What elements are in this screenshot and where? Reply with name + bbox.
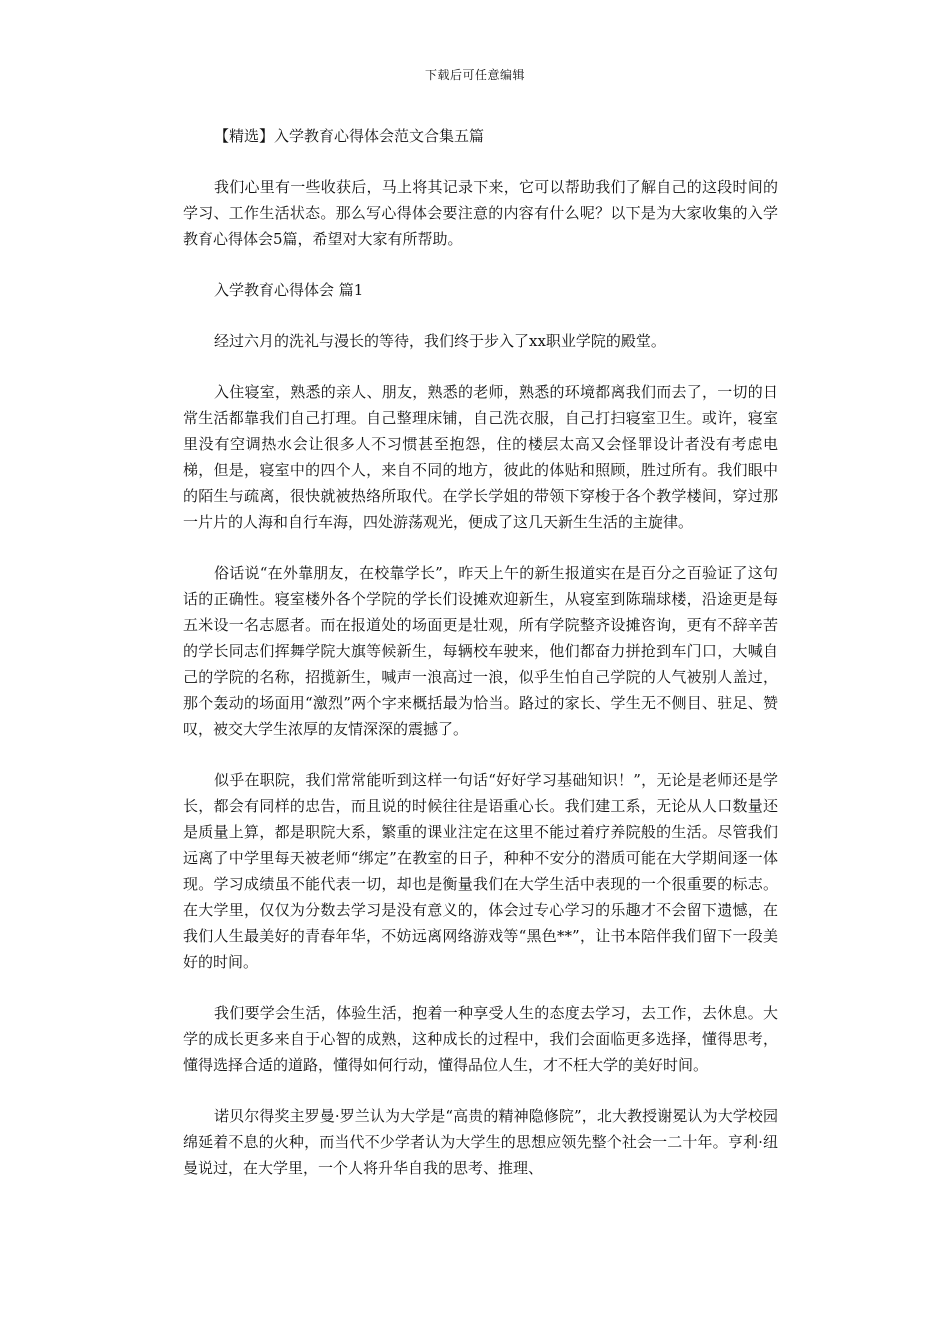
section-heading: 入学教育心得体会 篇1 (214, 281, 364, 299)
document-body (183, 123, 778, 1206)
paragraph: 诺贝尔得奖主罗曼·罗兰认为大学是“高贵的精神隐修院”，北大教授谢冕认为大学校园绵延着不息的火种，而当代不少学者认为大学生的思想应领先整个社会一二十年。亨利·纽曼说过，在大学里，一个人将升华自我的思考、推理、 (183, 1107, 778, 1177)
paragraph: 俗话说“在外靠朋友，在校靠学长”，昨天上午的新生报道实在是百分之百验证了这句话的正确性。寝室楼外各个学院的学长们设摊欢迎新生，从寝室到陈瑞球楼，沿途更是每五米设一名志愿者。而在报道处的场面更是壮观，所有学院整齐设摊咨询，更有不辞辛苦的学长同志们挥舞学院大旗等候新生，每辆校车驶来，他们都奋力拼抢到车门口，大喊自己的学院的名称，招揽新生，喊声一浪高过一浪，似乎生怕自己学院的人气被别人盖过，那个轰动的场面用“激烈”两个字来概括最为恰当。路过的家长、学生无不侧目、驻足、赞叹，被交大学生浓厚的友情深深的震撼了。 (183, 564, 778, 738)
paragraph: 经过六月的洗礼与漫长的等待，我们终于步入了xx职业学院的殿堂。 (214, 332, 666, 350)
paragraph: 似乎在职院，我们常常能听到这样一句话“好好学习基础知识！”，无论是老师还是学长，都会有同样的忠告，而且说的时候往往是语重心长。我们建工系，无论从人口数量还是质量上算，都是职院大系，繁重的课业注定在这里不能过着疗养院般的生活。尽管我们远离了中学里每天被老师“绑定”在教室的日子，种种不安分的潜质可能在大学期间逐一体现。学习成绩虽不能代表一切，却也是衡量我们在大学生活中表现的一个很重要的标志。在大学里，仅仅为分数去学习是没有意义的，体会过专心学习的乐趣才不会留下遗憾，在我们人生最美好的青春年华，不妨远离网络游戏等“黑色**”，让书本陪伴我们留下一段美好的时间。 (183, 771, 778, 971)
paragraph: 我们要学会生活，体验生活，抱着一种享受人生的态度去学习，去工作，去休息。大学的成长更多来自于心智的成熟，这种成长的过程中，我们会面临更多选择，懂得思考，懂得选择合适的道路，懂得如何行动，懂得品位人生，才不枉大学的美好时间。 (183, 1004, 778, 1074)
header-note: 下载后可任意编辑 (424, 68, 525, 82)
paragraph-intro: 我们心里有一些收获后，马上将其记录下来，它可以帮助我们了解自己的这段时间的学习、工作生活状态。那么写心得体会要注意的内容有什么呢？以下是为大家收集的入学教育心得体会5篇，希望对大家有所帮助。 (183, 178, 778, 248)
document-title: 【精选】入学教育心得体会范文合集五篇 (214, 127, 485, 145)
paragraph: 入住寝室，熟悉的亲人、朋友，熟悉的老师，熟悉的环境都离我们而去了，一切的日常生活都靠我们自己打理。自己整理床铺，自己洗衣服，自己打扫寝室卫生。或许，寝室里没有空调热水会让很多人不习惯甚至抱怨，住的楼层太高又会怪罪设计者没有考虑电梯，但是，寝室中的四个人，来自不同的地方，彼此的体贴和照顾，胜过所有。我们眼中的陌生与疏离，很快就被热络所取代。在学长学姐的带领下穿梭于各个教学楼间，穿过那一片片的人海和自行车海，四处游荡观光，便成了这几天新生生活的主旋律。 (183, 383, 778, 531)
